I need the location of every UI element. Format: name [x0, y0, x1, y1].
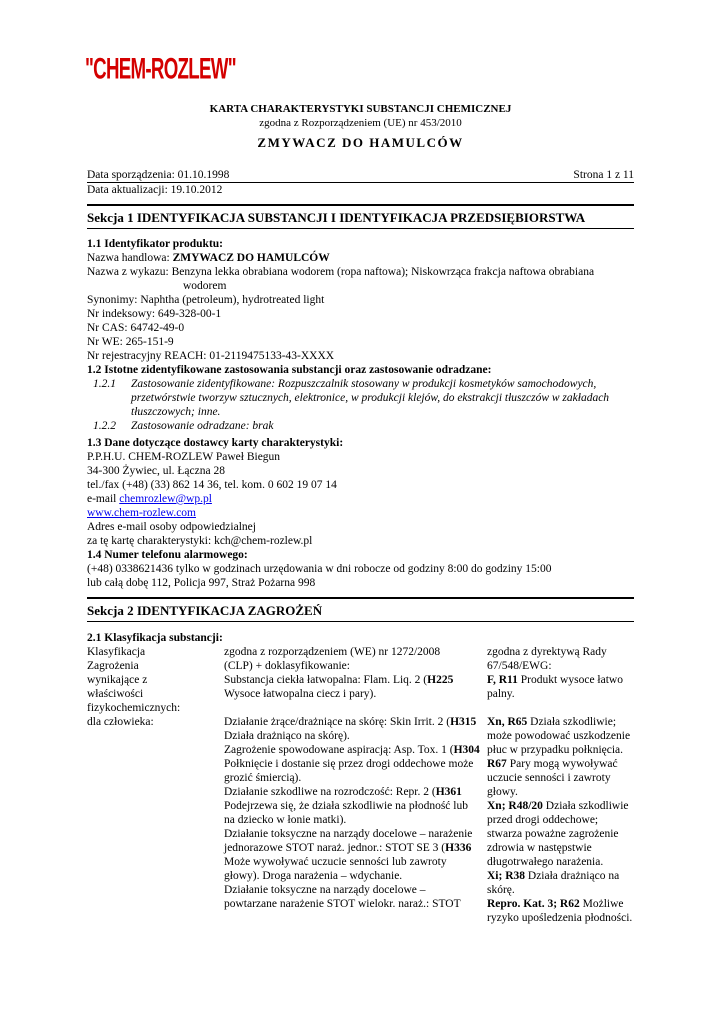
hazard-text: Działanie żrące/drażniące na skórę: Skin Irrit. 2 ( — [224, 716, 451, 728]
clp-hazard-entry — [224, 715, 480, 743]
reach-number: Nr rejestracyjny REACH: 01-2119475133-43-XXXX — [87, 350, 335, 362]
company-logo: "CHEM-ROZLEW" — [85, 50, 236, 86]
dsd-header: 67/548/EWG: — [487, 660, 552, 672]
classification-label: właściwości — [87, 688, 144, 700]
alarm-phone-line1: (+48) 0338621436 tylko w godzinach urzędowania w dni robocze od godziny 8:00 do godziny 15:00 — [87, 563, 552, 575]
clp-human-col — [224, 715, 480, 911]
list-name-value: Benzyna lekka obrabiana wodorem (ropa naftowa); Niskowrząca frakcja naftowa obrabiana — [171, 266, 595, 278]
subsection-2-1-heading: 2.1 Klasyfikacja substancji: — [87, 632, 223, 644]
list-name-row — [87, 265, 634, 279]
responsible-person-line2: za tę kartę charakterystyki: kch@chem-rozlew.pl — [87, 535, 313, 547]
dsd-text: Produkt wysoce łatwo palny. — [487, 674, 623, 700]
clp-text: Substancja ciekła łatwopalna: Flam. Liq. 2 ( — [224, 674, 428, 686]
classification-label: fizykochemicznych: — [87, 702, 181, 714]
dsd-risk-entry — [487, 715, 634, 757]
product-name: ZMYWACZ DO HAMULCÓW — [257, 135, 464, 150]
section-1-title: Sekcja 1 IDENTYFIKACJA SUBSTANCJI I IDENTYFIKACJA PRZEDSIĘBIORSTWA — [87, 210, 586, 225]
hazard-code: H225 — [427, 674, 454, 686]
item-number: 1.2.1 — [93, 378, 116, 390]
trade-name-label: Nazwa handlowa: — [87, 252, 173, 264]
classification-label: wynikające z — [87, 674, 148, 686]
subsection-1-3-heading: 1.3 Dane dotyczące dostawcy karty charakterystyki: — [87, 437, 344, 449]
hazard-text: Może wywoływać uczucie senności lub zawroty głowy). Droga narażenia – wdychanie. — [224, 856, 447, 882]
clp-hazard-entry — [224, 827, 480, 883]
human-label: dla człowieka: — [87, 716, 154, 728]
dsd-risk-entry — [487, 897, 634, 925]
hazard-text: Działanie szkodliwe na rozrodczość: Repr. 2 ( — [224, 786, 436, 798]
risk-text: Działa szkodliwie przed drogi oddechowe; stwarza poważne zagrożenie zdrowia w następstwie długotrwałego narażenia. — [487, 800, 629, 868]
responsible-person-line1: Adres e-mail osoby odpowiedzialnej — [87, 521, 256, 533]
supplier-name: P.P.H.U. CHEM-ROZLEW Paweł Biegun — [87, 451, 281, 463]
hazard-code: H336 — [445, 842, 472, 854]
dsd-risk-entry — [487, 757, 634, 799]
hazard-text: Podejrzewa się, że działa szkodliwie na płodność lub na dziecko w łonie matki). — [224, 800, 468, 826]
clp-physchem — [224, 673, 480, 687]
trade-name-value: ZMYWACZ DO HAMULCÓW — [172, 252, 330, 264]
we-number: Nr WE: 265-151-9 — [87, 336, 174, 348]
risk-code: Xi; R38 — [487, 870, 526, 882]
email-link[interactable]: chemrozlew@wp.pl — [119, 493, 212, 505]
hazard-text: Działanie toksyczne na narządy docelowe – powtarzane narażenie STOT wielokr. naraż.: STOT — [224, 884, 461, 910]
hazard-text: Działanie toksyczne na narządy docelowe – narażenie jednorazowe STOT naraż. jednor.: STOT SE 3 ( — [224, 828, 473, 854]
classification-label: Klasyfikacja — [87, 646, 146, 658]
cas-number: Nr CAS: 64742-49-0 — [87, 322, 185, 334]
email-label: e-mail — [87, 493, 120, 505]
section-1-body — [87, 237, 634, 590]
subsection-1-4-heading: 1.4 Numer telefonu alarmowego: — [87, 549, 248, 561]
item-number: 1.2.2 — [93, 420, 116, 432]
list-name-label: Nazwa z wykazu: — [87, 266, 172, 278]
date-created-row — [87, 168, 634, 183]
classification-label: Zagrożenia — [87, 660, 139, 672]
document-title: KARTA CHARAKTERYSTYKI SUBSTANCJI CHEMICZNEJ — [209, 103, 512, 115]
dsd-header: zgodna z dyrektywą Rady — [487, 646, 607, 658]
risk-code: Repro. Kat. 3; R62 — [487, 898, 580, 910]
use-advised-against-text: Zastosowanie odradzane: brak — [131, 420, 274, 432]
risk-text: Działa szkodliwie; może powodować uszkodzenie płuc w przypadku połknięcia. — [487, 716, 631, 756]
section-2-title: Sekcja 2 IDENTYFIKACJA ZAGROŻEŃ — [87, 603, 323, 618]
divider — [87, 204, 634, 206]
dsd-risk-entry — [487, 799, 634, 869]
date-created: Data sporządzenia: 01.10.1998 — [87, 169, 230, 181]
supplier-address: 34-300 Żywiec, ul. Łączna 28 — [87, 465, 225, 477]
risk-text: Działa drażniąco na skórę. — [487, 870, 620, 896]
clp-hazard-entry — [224, 743, 480, 785]
clp-classification-col — [224, 645, 480, 701]
list-name-value-cont: wodorem — [183, 280, 227, 292]
subsection-1-1-heading: 1.1 Identyfikator produktu: — [87, 238, 224, 250]
hazard-text: Działa drażniąco na skórę). — [224, 730, 350, 742]
clp-header: (CLP) + doklasyfikowanie: — [224, 660, 350, 672]
trade-name-row — [87, 251, 634, 265]
clp-hazard-entry — [224, 883, 480, 911]
risk-code: F, R11 — [487, 674, 518, 686]
hazard-code: H361 — [435, 786, 462, 798]
risk-code: Xn, R65 — [487, 716, 528, 728]
subsection-1-2-heading: 1.2 Istotne zidentyfikowane zastosowania substancji oraz zastosowanie odradzane: — [87, 364, 492, 376]
dates-block — [87, 168, 634, 197]
document-subtitle: zgodna z Rozporządzeniem (UE) nr 453/2010 — [259, 117, 462, 129]
supplier-phone: tel./fax (+48) (33) 862 14 36, tel. kom. 0 602 19 07 14 — [87, 479, 337, 491]
risk-code: R67 — [487, 758, 507, 770]
supplier-email-row — [87, 492, 634, 506]
dsd-human-col — [487, 715, 634, 925]
clp-header: zgodna z rozporządzeniem (WE) nr 1272/2008 — [224, 646, 441, 658]
alarm-phone-line2: lub całą dobę 112, Policja 997, Straż Pożarna 998 — [87, 577, 316, 589]
risk-text: Pary mogą wywoływać uczucie senności i zawroty głowy. — [487, 758, 618, 798]
website-link[interactable]: www.chem-rozlew.com — [87, 507, 196, 519]
divider — [87, 597, 634, 599]
date-updated: Data aktualizacji: 19.10.2012 — [87, 184, 223, 196]
hazard-code: H304 — [453, 744, 480, 756]
dsd-physchem — [487, 673, 634, 701]
classification-label-col — [87, 645, 223, 715]
hazard-text: Połknięcie i dostanie się przez drogi oddechowe może grozić śmiercią). — [224, 758, 474, 784]
synonyms: Synonimy: Naphtha (petroleum), hydrotreated light — [87, 294, 325, 306]
clp-hazard-entry — [224, 785, 480, 827]
divider — [87, 228, 634, 229]
hazard-text: Zagrożenie spowodowane aspiracją: Asp. Tox. 1 ( — [224, 744, 454, 756]
page-number: Strona 1 z 11 — [573, 169, 634, 181]
risk-text: Możliwe ryzyko upośledzenia płodności. — [487, 898, 633, 924]
hazard-code: H315 — [450, 716, 477, 728]
use-identified-text: Zastosowanie zidentyfikowane: Rozpuszczalnik stosowany w produkcji kosmetyków samochodowych, przetwórstwie tworzyw sztucznych, elektronice, w produkcji klejów, do ekstrakcji tłuszczów w zakładach tłuszczowych; inne. — [131, 378, 610, 418]
divider — [87, 621, 634, 622]
dsd-risk-entry — [487, 869, 634, 897]
index-number: Nr indeksowy: 649-328-00-1 — [87, 308, 222, 320]
use-identified — [87, 377, 634, 419]
clp-text: Wysoce łatwopalna ciecz i pary). — [224, 688, 377, 700]
dsd-classification-col — [487, 645, 634, 701]
website-row — [87, 506, 634, 520]
use-advised-against — [87, 419, 634, 433]
risk-code: Xn; R48/20 — [487, 800, 543, 812]
